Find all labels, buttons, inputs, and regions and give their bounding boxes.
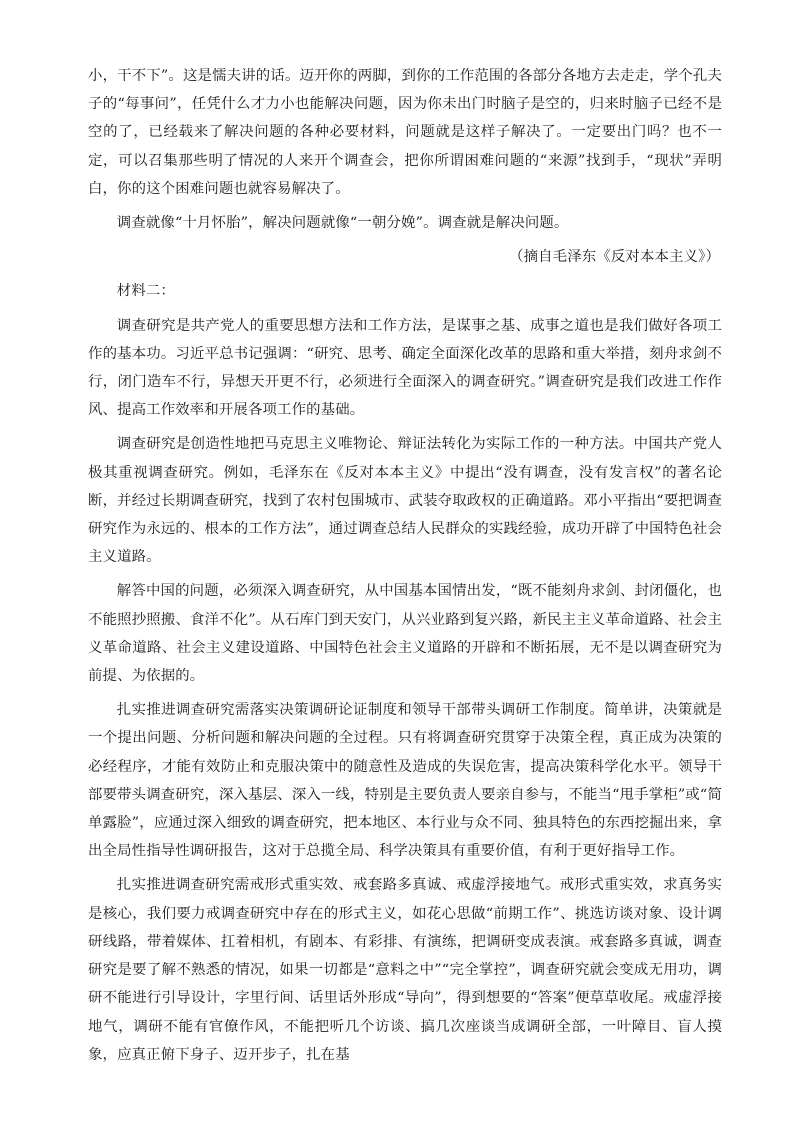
source-citation: （摘自毛泽东《反对本本主义》） <box>509 249 720 266</box>
paragraph-continuation: 小，干不下”。这是懦夫讲的话。迈开你的两脚，到你的工作范围的各部分各地方去走走，学个孔夫子的“每事问”，任凭什么才力小也能解决问题，因为你未出门时脑子是空的，归来时脑子已经不是空的了，已经载来了解决问题的各种必要材料，问题就是这样子解决了。一定要出门吗？也不一定，可以召集那些明了情况的人来开个调查会，把你所谓困难问题的“来源”找到手，“现状”弄明白，你的这个困难问题也就容易解决了。 <box>88 68 722 197</box>
paragraph: 扎实推进调查研究需落实决策调研论证制度和领导干部带头调研工作制度。简单讲，决策就是一个提出问题、分析问题和解决问题的全过程。只有将调查研究贯穿于决策全程，真正成为决策的必经程序，才能有效防止和克服决策中的随意性及造成的失误危害，提高决策科学化水平。领导干部要带头调查研究，深入基层、深入一线，特别是主要负责人要亲自参与，不能当“甩手掌柜”或“简单露脸”，应通过深入细致的调查研究，把本地区、本行业与众不同、独具特色的东西挖掘出来，拿出全局性指导性调研报告，这对于总揽全局、科学决策具有重要价值，有利于更好指导工作。 <box>88 702 722 860</box>
paragraph: 调查研究是共产党人的重要思想方法和工作方法，是谋事之基、成事之道也是我们做好各项工作的基本功。习近平总书记强调：“研究、思考、确定全面深化改革的思路和重大举措，刻舟求剑不行，闭门造车不行，异想天开更不行，必须进行全面深入的调查研究。”调查研究是我们改进工作作风、提高工作效率和开展各项工作的基础。 <box>88 317 722 419</box>
paragraph: 调查研究是创造性地把马克思主义唯物论、辩证法转化为实际工作的一种方法。中国共产党人极其重视调查研究。例如，毛泽东在《反对本本主义》中提出“没有调查，没有发言权”的著名论断，并经过长期调查研究，找到了农村包围城市、武装夺取政权的正确道路。邓小平指出“要把调查研究作为永远的、根本的工作方法”，通过调查总结人民群众的实践经验，成功开辟了中国特色社会主义道路。 <box>88 436 722 566</box>
material-two-heading: 材料二： <box>116 283 175 300</box>
paragraph: 扎实推进调查研究需戒形式重实效、戒套路多真诚、戒虚浮接地气。戒形式重实效，求真务实是核心，我们要力戒调查研究中存在的形式主义，如花心思做“前期工作”、挑选访谈对象、设计调研线路，带着媒体、扛着相机，有剧本、有彩排、有演练，把调研变成表演。戒套路多真诚，调查研究是要了解不熟悉的情况，如果一切都是“意料之中”“完全掌控”，调查研究就会变成无用功，调研不能进行引导设计，字里行间、话里话外形成“导向”，得到想要的“答案”便草草收尾。戒虚浮接地气，调研不能有官僚作风，不能把听几个访谈、搞几次座谈当成调研全部，一叶障目、盲人摸象，应真正俯下身子、迈开步子，扎在基 <box>88 877 722 1063</box>
paragraph-summary: 调查就像“十月怀胎”，解决问题就像“一朝分娩”。调查就是解决问题。 <box>116 215 569 232</box>
paragraph: 解答中国的问题，必须深入调查研究，从中国基本国情出发，“既不能刻舟求剑、封闭僵化，也不能照抄照搬、食洋不化”。从石库门到天安门，从兴业路到复兴路，新民主主义革命道路、社会主义革命道路、社会主义建设道路、中国特色社会主义道路的开辟和不断拓展，无不是以调查研究为前提、为依据的。 <box>88 583 722 685</box>
document-body <box>88 62 722 1069</box>
